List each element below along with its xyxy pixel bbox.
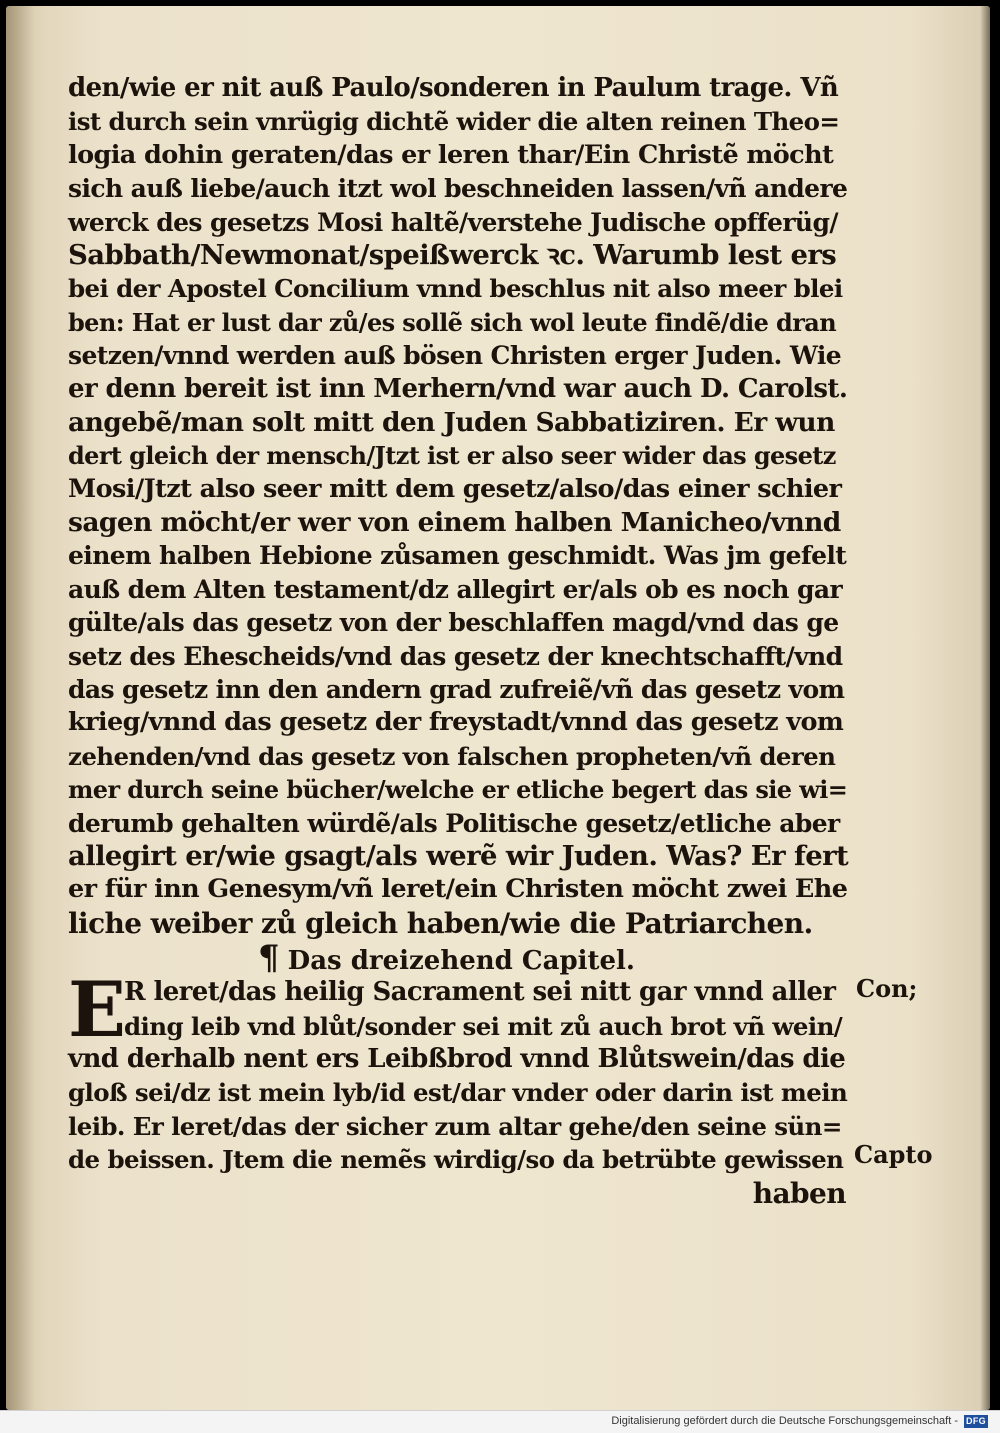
text-line: sich auß liebe/auch itzt wol beschneiden lassen/vñ andere — [68, 174, 848, 204]
text-line: ist durch sein vnrügig dichtẽ wider die alten reinen Theo= — [68, 107, 840, 137]
chapter-paragraph — [68, 965, 848, 1210]
decorated-initial: E — [68, 965, 126, 1055]
text-line: Sabbath/Newmonat/speißwerck ꝛc. Warumb lest ers — [68, 238, 837, 271]
text-line: ben: Hat er lust dar zů/es sollẽ sich wol leute findẽ/die dran — [68, 307, 837, 337]
margin-note: Con; — [856, 974, 918, 1003]
text-line: einem halben Hebione zůsamen geschmidt. Was jm gefelt — [68, 541, 847, 571]
pilcrow-mark: ¶ — [258, 938, 280, 979]
text-line: den/wie er nit auß Paulo/sonderen in Paulum trage. Vñ — [68, 73, 839, 103]
text-line: setz des Ehescheids/vnd das gesetz der knechtschafft/vnd — [68, 641, 843, 671]
footer-credit: Digitalisierung gefördert durch die Deutsche Forschungsgemeinschaft - — [611, 1415, 958, 1427]
text-line: dert gleich der mensch/Jtzt ist er also seer wider das gesetz — [68, 441, 836, 471]
text-line: angebẽ/man solt mitt den Juden Sabbatiziren. Er wun — [68, 406, 835, 438]
text-line: sagen möcht/er wer von einem halben Manicheo/vnnd — [68, 507, 841, 539]
text-line: er denn bereit ist inn Merhern/vnd war auch D. Carolst. — [68, 373, 848, 404]
page-text — [68, 72, 848, 1210]
text-line: gloß sei/dz ist mein lyb/id est/dar vnder oder darin ist mein — [68, 1078, 848, 1108]
chapter-heading — [68, 938, 848, 979]
text-line: setzen/vnnd werden auß bösen Christen erger Juden. Wie — [68, 341, 842, 371]
text-line: bei der Apostel Concilium vnnd beschlus nit also meer blei — [68, 274, 843, 304]
text-line: R leret/das heilig Sacrament sei nitt gar vnnd aller — [124, 977, 836, 1008]
text-line: de beissen. Jtem die nemẽs wirdig/so da betrübte gewissen — [68, 1145, 844, 1175]
text-line: ding leib vnd blůt/sonder sei mit zů auch brot vñ wein/ — [124, 1011, 843, 1041]
footer-bar — [0, 1410, 1000, 1433]
text-line: zehenden/vnd das gesetz von falschen propheten/vñ deren — [68, 741, 836, 771]
book-page — [6, 6, 990, 1410]
catchword: haben — [752, 1176, 846, 1210]
dfg-logo-icon: DFG — [964, 1415, 988, 1428]
text-line: vnd derhalb nent ers Leibßbrod vnnd Blůtswein/das die — [68, 1043, 846, 1074]
text-line: werck des gesetzs Mosi haltẽ/verstehe Judische opfferüg/ — [68, 207, 838, 237]
text-line: allegirt er/wie gsagt/als werẽ wir Juden. Was? Er fert — [68, 839, 849, 872]
text-line: logia dohin geraten/das er leren thar/Ein Christẽ möcht — [68, 139, 834, 170]
chapter-title: Das dreizehend Capitel. — [287, 946, 635, 977]
text-line: das gesetz inn den andern grad zufreiẽ/vñ das gesetz vom — [68, 675, 845, 705]
text-line: er für inn Genesym/vñ leret/ein Christen möcht zwei Ehe — [68, 874, 848, 905]
text-line: krieg/vnnd das gesetz der freystadt/vnnd das gesetz vom — [68, 707, 844, 738]
paragraph-before — [68, 72, 848, 940]
margin-note: Capto — [854, 1140, 933, 1169]
text-line: auß dem Alten testament/dz allegirt er/als ob es noch gar — [68, 574, 843, 604]
text-line: gülte/als das gesetz von der beschlaffen magd/vnd das ge — [68, 608, 839, 638]
text-line: leib. Er leret/das der sicher zum altar gehe/den seine sün= — [68, 1111, 842, 1141]
text-line: derumb gehalten würdẽ/als Politische gesetz/etliche aber — [68, 808, 840, 838]
text-line: liche weiber zů gleich haben/wie die Patriarchen. — [68, 906, 813, 940]
text-line: mer durch seine bücher/welche er etliche begert das sie wi= — [68, 775, 848, 805]
text-line: Mosi/Jtzt also seer mitt dem gesetz/also/das einer schier — [68, 473, 842, 504]
